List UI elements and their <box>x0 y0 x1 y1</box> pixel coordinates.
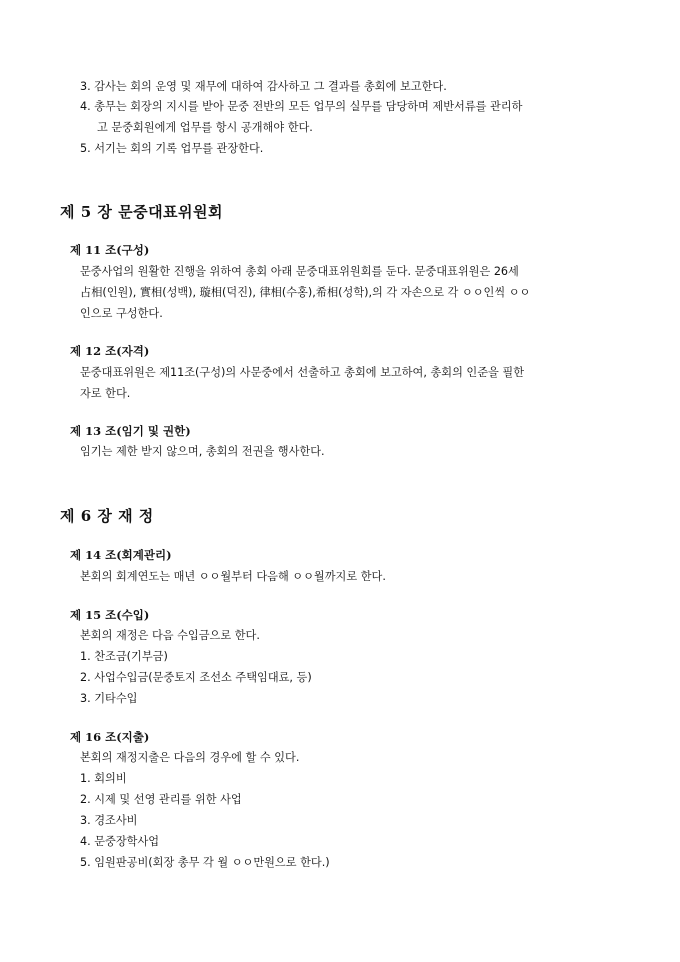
item-line: 5. 서기는 회의 기록 업무를 관장한다. <box>80 142 264 155</box>
list-item: 1. 회의비 <box>80 772 127 785</box>
article-line: 본회의 재정지출은 다음의 경우에 할 수 있다. <box>80 751 300 764</box>
article-line: 占相(인원), 實相(성백), 璇相(덕진), 律相(수홍),希相(성학),의 각 자손으로 각 ㅇㅇ인씩 ㅇㅇ <box>80 286 531 299</box>
item-line: 고 문중회원에게 업무를 항시 공개해야 한다. <box>97 121 313 134</box>
article-line: 본회의 회계연도는 매년 ㅇㅇ월부터 다음해 ㅇㅇ월까지로 한다. <box>80 570 386 583</box>
chapter-title: 제 6 장 재 정 <box>60 507 154 525</box>
chapter-title: 제 5 장 문중대표위원회 <box>60 203 224 221</box>
list-item: 4. 문중장학사업 <box>80 835 160 848</box>
article-line: 임기는 제한 받지 않으며, 총회의 전권을 행사한다. <box>80 445 325 458</box>
article-heading: 제 16 조(지출) <box>70 730 150 744</box>
article-heading: 제 12 조(자격) <box>70 344 150 358</box>
article-heading: 제 15 조(수입) <box>70 608 150 622</box>
list-item: 3. 경조사비 <box>80 814 138 827</box>
article-line: 문중사업의 원활한 진행을 위하여 총회 아래 문중대표위원회를 둔다. 문중대표위원은 26세 <box>80 265 519 278</box>
list-item: 5. 임원판공비(회장 총무 각 월 ㅇㅇ만원으로 한다.) <box>80 856 330 869</box>
article-line: 문중대표위원은 제11조(구성)의 사문중에서 선출하고 총회에 보고하여, 총회의 인준을 필한 <box>80 366 525 379</box>
list-item: 2. 사업수입금(문중토지 조선소 주택임대료, 등) <box>80 671 312 684</box>
list-item: 1. 찬조금(기부금) <box>80 650 168 663</box>
article-line: 자로 한다. <box>80 387 131 400</box>
article-line: 본회의 재정은 다음 수입금으로 한다. <box>80 629 260 642</box>
article-heading: 제 14 조(회계관리) <box>70 548 172 562</box>
list-item: 3. 기타수입 <box>80 692 138 705</box>
article-heading: 제 13 조(임기 및 권한) <box>70 424 191 438</box>
item-line: 3. 감사는 회의 운영 및 재무에 대하여 감사하고 그 결과를 총회에 보고한다. <box>80 80 447 93</box>
article-heading: 제 11 조(구성) <box>70 243 150 257</box>
article-line: 인으로 구성한다. <box>80 307 163 320</box>
list-item: 2. 시제 및 선영 관리를 위한 사업 <box>80 793 242 806</box>
item-line: 4. 총무는 회장의 지시를 받아 문중 전반의 모든 업무의 실무를 담당하며 제반서류를 관리하 <box>80 100 523 113</box>
